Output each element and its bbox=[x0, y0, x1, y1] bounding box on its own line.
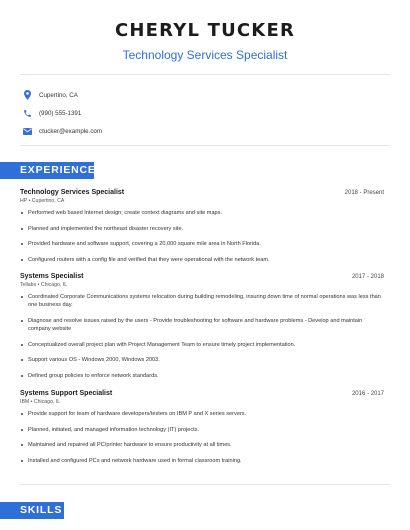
job-entry bbox=[20, 390, 384, 472]
job-entry bbox=[20, 273, 384, 387]
job-title: Systems Support Specialist bbox=[20, 390, 113, 397]
contact-list bbox=[0, 75, 410, 149]
job-bullet: Diagnose and resolve issues raised by the users - Provide troubleshooting for software and hardware problems - Develop and maintain company website bbox=[20, 317, 384, 333]
email-icon bbox=[22, 126, 32, 136]
job-bullets bbox=[20, 293, 384, 380]
contact-phone-text: (990) 555-1391 bbox=[39, 109, 82, 117]
job-dates: 2018 - Present bbox=[344, 190, 384, 196]
phone-icon bbox=[22, 108, 32, 118]
job-company-location: IBM • Chicago, IL bbox=[20, 399, 61, 405]
job-bullet: Planned, initiated, and managed information technology (IT) projects. bbox=[20, 426, 384, 434]
job-dates: 2017 - 2018 bbox=[351, 274, 384, 280]
job-bullets bbox=[20, 209, 384, 264]
contact-location-text: Cupertino, CA bbox=[39, 91, 78, 99]
job-bullet: Conceptualized overall project plan with Project Management Team to ensure timely project implementation. bbox=[20, 341, 384, 349]
experience-heading: EXPERIENCE bbox=[0, 162, 94, 179]
job-bullet: Support various OS - Windows 2000, Windows 2003. bbox=[20, 356, 384, 364]
resume-header bbox=[0, 0, 410, 62]
job-bullet: Planned and implemented the northeast disaster recovery site. bbox=[20, 225, 384, 233]
contact-location bbox=[22, 86, 410, 104]
job-entry bbox=[20, 189, 384, 271]
candidate-title: Technology Services Specialist bbox=[122, 48, 288, 62]
location-pin-icon bbox=[22, 90, 32, 100]
job-title: Systems Specialist bbox=[20, 273, 84, 280]
experience-divider bbox=[20, 484, 390, 485]
contact-email bbox=[22, 122, 410, 140]
job-bullets bbox=[20, 410, 384, 465]
job-bullet: Defined group policies to enforce network standards. bbox=[20, 372, 384, 380]
contact-email-text: ctucker@example.com bbox=[39, 127, 103, 135]
job-bullet: Installed and configured PCs and network hardware used in formal classroom training. bbox=[20, 457, 384, 465]
contacts-divider bbox=[20, 145, 390, 146]
job-title: Technology Services Specialist bbox=[20, 189, 125, 196]
contact-phone bbox=[22, 104, 410, 122]
job-dates: 2016 - 2017 bbox=[351, 391, 384, 397]
job-bullet: Provided hardware and software support, covering a 20,000 square mile area in North Florida. bbox=[20, 240, 384, 248]
job-bullet: Configured routers with a config file and verified that they were operational with the network team. bbox=[20, 256, 384, 264]
job-company-location: HP • Cupertino, CA bbox=[20, 198, 65, 204]
candidate-name: CHERYL TUCKER bbox=[114, 20, 296, 41]
job-bullet: Coordinated Corporate Communications systems relocation during building remodeling, insuring down time of normal operations was less than one business day. bbox=[20, 293, 384, 309]
skills-heading: SKILLS bbox=[0, 502, 64, 519]
job-bullet: Performed web based Internet design; create context diagrams and site maps. bbox=[20, 209, 384, 217]
job-bullet: Provide support for team of hardware developers/testers on IBM P and X series servers. bbox=[20, 410, 384, 418]
job-company-location: Tellabs • Chicago, IL bbox=[20, 282, 68, 288]
job-bullet: Maintained and repaired all PC/printer hardware to ensure productivity at all times. bbox=[20, 441, 384, 449]
